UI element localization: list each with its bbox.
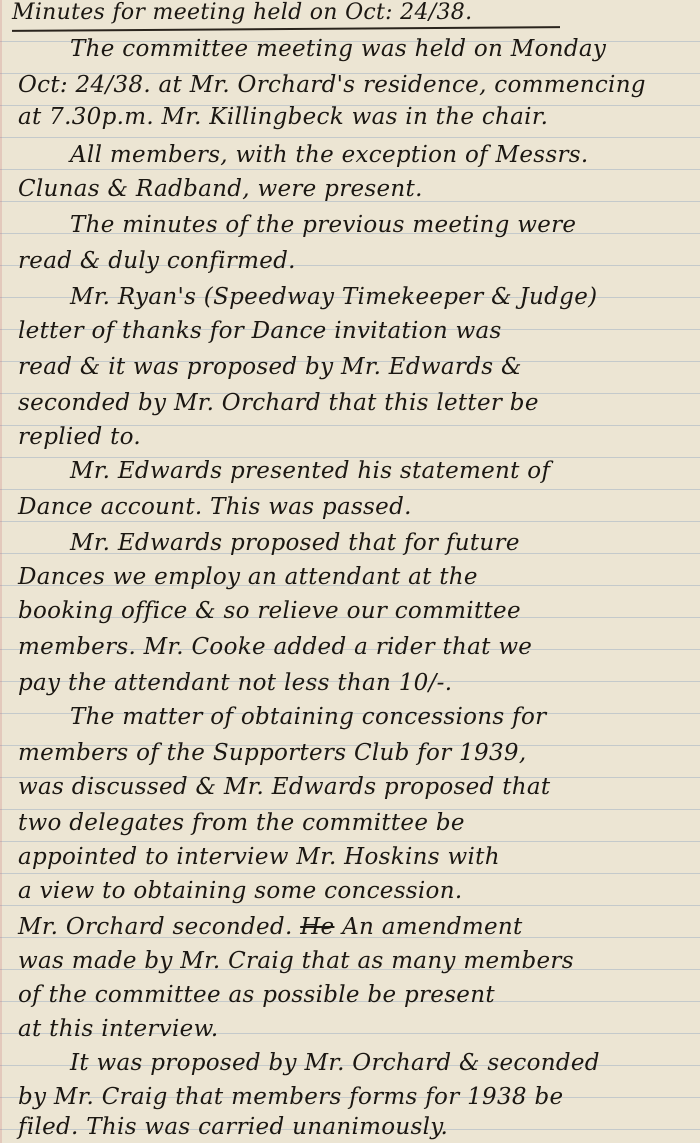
text-line: at this interview. xyxy=(18,1016,219,1042)
text-line xyxy=(18,914,523,940)
page-margin-line xyxy=(0,0,2,1143)
text-line: by Mr. Craig that members forms for 1938 be xyxy=(18,1084,564,1110)
text-line: of the committee as possible be present xyxy=(18,982,495,1008)
text-line: was discussed & Mr. Edwards proposed that xyxy=(18,774,551,800)
text-line: Mr. Edwards proposed that for future xyxy=(70,530,520,556)
text-line: letter of thanks for Dance invitation was xyxy=(18,318,502,344)
text-line: Clunas & Radband, were present. xyxy=(18,176,423,202)
text-line-part: An amendment xyxy=(342,914,523,940)
text-line: Oct: 24/38. at Mr. Orchard's residence, commencing xyxy=(18,72,646,98)
text-line: Mr. Ryan's (Speedway Timekeeper & Judge) xyxy=(70,284,598,310)
heading-underline xyxy=(12,26,560,32)
text-line: All members, with the exception of Messrs. xyxy=(70,142,589,168)
text-line: read & duly confirmed. xyxy=(18,248,296,274)
text-line: appointed to interview Mr. Hoskins with xyxy=(18,844,500,870)
text-line: was made by Mr. Craig that as many members xyxy=(18,948,574,974)
text-line: The minutes of the previous meeting were xyxy=(70,212,577,238)
text-line: read & it was proposed by Mr. Edwards & xyxy=(18,354,522,380)
text-line: members. Mr. Cooke added a rider that we xyxy=(18,634,533,660)
text-line: booking office & so relieve our committee xyxy=(18,598,521,624)
text-line: The committee meeting was held on Monday xyxy=(70,36,607,62)
text-line: Dance account. This was passed. xyxy=(18,494,412,520)
text-line: It was proposed by Mr. Orchard & seconded xyxy=(70,1050,600,1076)
struck-out-text: He xyxy=(300,914,335,940)
text-line: pay the attendant not less than 10/-. xyxy=(18,670,453,696)
text-line: a view to obtaining some concession. xyxy=(18,878,463,904)
text-line: The matter of obtaining concessions for xyxy=(70,704,547,730)
minutes-heading: Minutes for meeting held on Oct: 24/38. xyxy=(12,0,473,25)
text-line: Dances we employ an attendant at the xyxy=(18,564,478,590)
text-line: seconded by Mr. Orchard that this letter be xyxy=(18,390,539,416)
text-line: Mr. Edwards presented his statement of xyxy=(70,458,551,484)
text-line: members of the Supporters Club for 1939, xyxy=(18,740,527,766)
text-line: replied to. xyxy=(18,424,141,450)
text-line: two delegates from the committee be xyxy=(18,810,465,836)
text-line: at 7.30p.m. Mr. Killingbeck was in the chair. xyxy=(18,104,549,130)
text-line-part: Mr. Orchard seconded. xyxy=(18,914,293,940)
text-line: filed. This was carried unanimously. xyxy=(18,1114,449,1140)
